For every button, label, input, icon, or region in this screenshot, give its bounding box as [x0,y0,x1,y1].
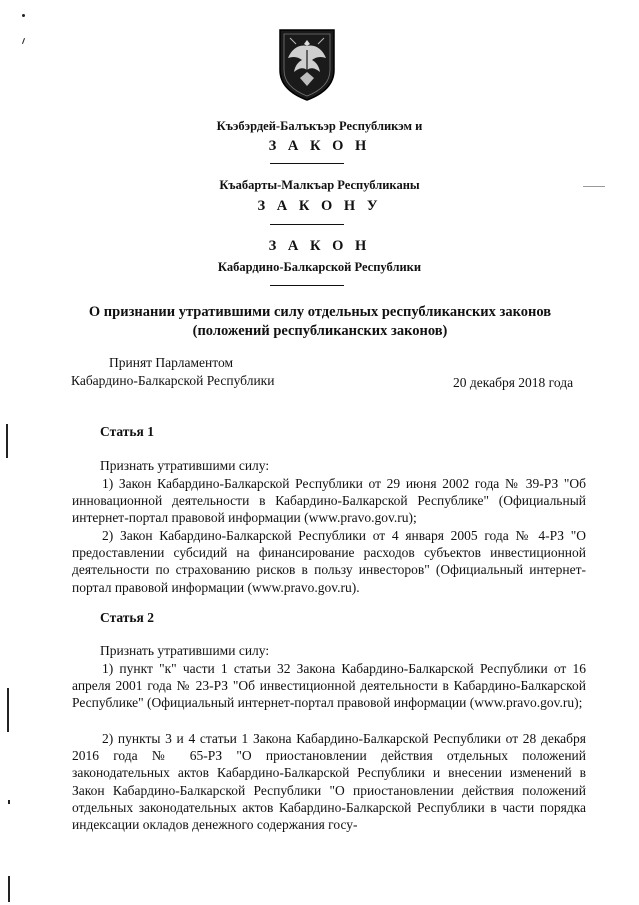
article2-item2-text: 2) пункты 3 и 4 статьи 1 Закона Кабардино-Балкарской Республики от 28 декабря 2016 года № 65-РЗ "О приостановлении действия отдельных положений законодательных актов Кабардино-Балкарской Республики и внесении изменений в Закон Кабардино-Балкарской Республики "О приостановлении действия положений отдельных законодательных актов Кабардино-Балкарской Республики в части порядка индексации окладов денежного содержания госу- [72,731,586,833]
russian-law-label: З А К О Н [268,238,371,254]
header-divider [270,285,344,286]
adoption-date: 20 декабря 2018 года [453,375,574,390]
kabardian-law-label: З А К О Н [268,138,371,154]
kabardian-republic-label: Къэбэрдей-Балъкъэр Республикэм и [216,119,423,133]
header-divider [270,224,344,225]
article1-intro: Признать утратившими силу: [100,458,270,473]
header-divider [270,163,344,164]
article2-heading: Статья 2 [100,610,154,625]
article2-item1 [72,660,586,712]
scan-speck [22,14,25,17]
law-title-line2: (положений республиканских законов) [192,323,448,339]
scan-speck [22,38,25,44]
balkar-republic-label: Къабарты-Малкъар Республиканы [219,178,420,192]
article2-intro: Признать утратившими силу: [100,643,270,658]
coat-of-arms-emblem [276,26,338,102]
article2-item2 [72,730,586,833]
law-title [40,303,600,341]
scan-edge-mark [7,688,9,732]
article1-item2-text: 2) Закон Кабардино-Балкарской Республики от 4 января 2005 года № 4-РЗ "О предоставлении субсидий на финансирование расходов субъектов инвестиционной деятельности по страхованию рисков в пользу инвесторов" (Официальный интернет-портал правовой информации (www.pravo.gov.ru). [72,528,586,595]
adoption-line1: Принят Парламентом [109,355,233,370]
adoption-line2: Кабардино-Балкарской Республики [71,373,275,388]
law-title-line1: О признании утратившими силу отдельных республиканских законов [88,304,552,320]
scan-speck [8,800,10,804]
article1-item2 [72,527,586,596]
russian-republic-label: Кабардино-Балкарской Республики [217,260,422,274]
article2-item1-text: 1) пункт "к" части 1 статьи 32 Закона Кабардино-Балкарской Республики от 16 апреля 2001 года № 23-РЗ "Об инвестиционной деятельности в Кабардино-Балкарской Республике" (Официальный интернет-портал правовой информации (www.pravo.gov.ru); [72,661,586,711]
balkar-law-label: З А К О Н У [257,198,382,214]
article1-item1-text: 1) Закон Кабардино-Балкарской Республики от 29 июня 2002 года № 39-РЗ "Об инновационной деятельности в Кабардино-Балкарской Республике" (Официальный интернет-портал правовой информации (www.pravo.gov.ru); [72,476,586,526]
scan-edge-mark [8,876,10,902]
scan-edge-mark [6,424,8,458]
article1-item1 [72,475,586,527]
article1-heading: Статья 1 [100,424,154,439]
